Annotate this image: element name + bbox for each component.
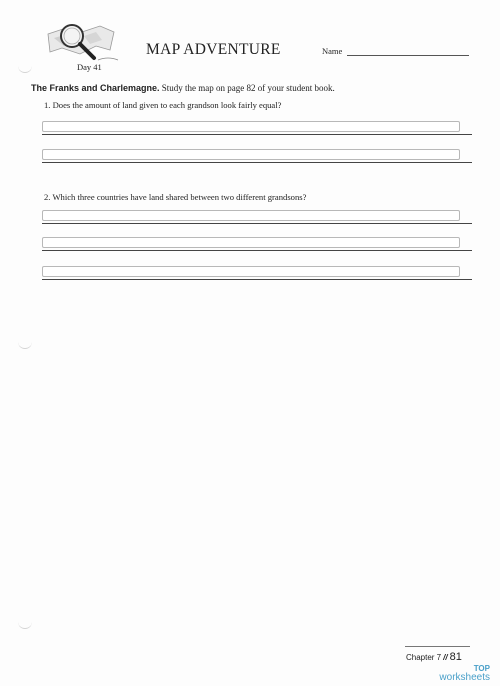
binder-hole-mark [18,342,32,349]
binder-hole-mark [18,66,32,73]
answer-field-2c[interactable] [42,266,460,277]
answer-line [42,279,472,280]
instructions-text: Study the map on page 82 of your student book. [159,83,335,93]
answer-field-1a[interactable] [42,121,460,132]
separator-icon: // [443,653,448,662]
answer-field-2a[interactable] [42,210,460,221]
chapter-label: Chapter 7 [406,653,442,662]
answer-line [42,134,472,135]
section-heading: The Franks and Charlemagne. [31,83,160,93]
worksheet-title: MAP ADVENTURE [146,41,281,58]
answer-line [42,162,472,163]
answer-line [42,223,472,224]
answer-field-1b[interactable] [42,149,460,160]
instructions [31,83,335,93]
answer-line [42,250,472,251]
binder-hole-mark [18,622,32,629]
question-1: 1. Does the amount of land given to each grandson look fairly equal? [44,100,282,110]
chapter-footer [406,651,462,663]
footer-divider [405,646,470,647]
brand-watermark [438,664,490,682]
answer-field-2b[interactable] [42,237,460,248]
brand-name: worksheets [439,672,490,683]
day-label: Day 41 [77,62,102,72]
page-number: 81 [449,651,462,663]
name-field-line[interactable] [347,55,469,56]
magnifying-glass-map-icon [44,20,122,68]
name-label: Name [322,46,343,56]
brand-top: TOP [473,664,490,673]
question-2: 2. Which three countries have land shared between two different grandsons? [44,192,307,202]
